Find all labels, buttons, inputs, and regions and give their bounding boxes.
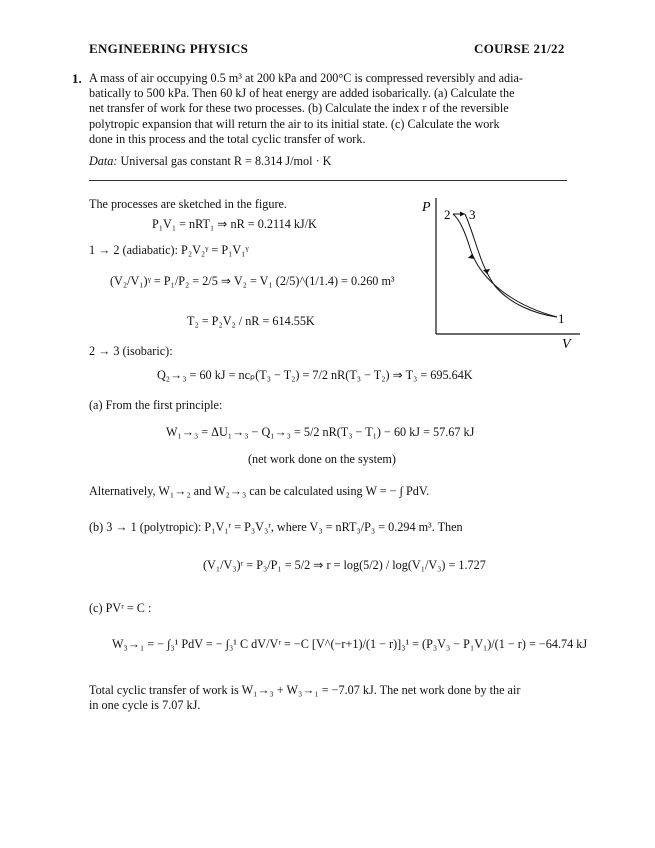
total-work-paragraph [89,683,569,713]
problem-line-2: batically to 500 kPa. Then 60 kJ of heat energy are added isobarically. (a) Calculate the [89,86,515,101]
adiabatic-curve [453,214,557,317]
alternatively-text: Alternatively, W₁→₂ and W₂→₃ can be calculated using W = − ∫ PdV. [89,484,430,498]
v-axis-label: V [562,337,571,352]
point-2-label: 2 [444,207,451,222]
equation-W31: W₃→₁ = − ∫₃¹ PdV = − ∫₃¹ C dV/Vʳ = −C [V^(−r+1)/(1 − r)]₃¹ = (P₃V₃ − P₁V₁)/(1 − r) = −64.74 kJ [112,637,588,651]
adiabatic-arrow [468,254,475,259]
net-work-note: (net work done on the system) [248,452,396,466]
solution-intro: The processes are sketched in the figure. [89,197,287,211]
isobaric-label: 2 → 3 (isobaric): [89,344,173,358]
problem-statement [89,71,579,147]
problem-line-4: polytropic expansion that will return the air to its initial state. (c) Calculate the work [89,116,500,131]
problem-number: 1. [72,71,82,86]
equation-nR: P₁V₁ = nRT₁ ⇒ nR = 0.2114 kJ/K [152,217,317,231]
adiabatic-label: 1 → 2 (adiabatic): P₂V₂ᵞ = P₁V₁ᵞ [89,243,249,257]
point-1-label: 1 [558,311,565,326]
data-gas-constant: Universal gas constant R = 8.314 J/mol · K [120,154,332,168]
polytropic-curve [465,214,557,317]
total-work-line-2: in one cycle is 7.07 kJ. [89,698,201,713]
p-axis-label: P [422,200,431,215]
section-divider [89,180,567,181]
equation-Q23: Q₂→₃ = 60 kJ = ncₚ(T₃ − T₂) = 7/2 nR(T₃ − T₂) ⇒ T₃ = 695.64K [157,368,473,382]
isobaric-arrow [460,212,465,217]
part-c-label: (c) PVʳ = C : [89,601,152,615]
problem-line-3: net transfer of work for these two processes. (b) Calculate the index r of the reversible [89,101,509,116]
part-a-label: (a) From the first principle: [89,398,223,412]
header-course-year: COURSE 21/22 [474,41,565,56]
equation-V2: (V₂/V₁)ᵞ = P₁/P₂ = 2/5 ⇒ V₂ = V₁ (2/5)^(1/1.4) = 0.260 m³ [110,274,395,288]
pv-diagram [420,196,580,356]
equation-r: (V₁/V₃)ʳ = P₃/P₁ = 5/2 ⇒ r = log(5/2) / log(V₁/V₃) = 1.727 [203,558,486,572]
data-label: Data: [89,154,118,168]
header-course-name: ENGINEERING PHYSICS [89,41,249,56]
problem-data [89,154,331,169]
problem-line-5: done in this process and the total cyclic transfer of work. [89,131,366,146]
equation-W13: W₁→₃ = ΔU₁→₃ − Q₁→₃ = 5/2 nR(T₃ − T₁) − 60 kJ = 57.67 kJ [166,425,475,439]
problem-line-1: A mass of air occupying 0.5 m³ at 200 kPa and 200°C is compressed reversibly and adia- [89,71,523,85]
point-3-label: 3 [469,207,476,222]
part-b-text: (b) 3 → 1 (polytropic): P₁V₁ʳ = P₃V₃ʳ, where V₃ = nRT₃/P₃ = 0.294 m³. Then [89,520,463,534]
equation-T2: T₂ = P₂V₂ / nR = 614.55K [187,314,315,328]
total-work-line-1: Total cyclic transfer of work is W₁→₃ + W₃→₁ = −7.07 kJ. The net work done by the air [89,683,521,697]
